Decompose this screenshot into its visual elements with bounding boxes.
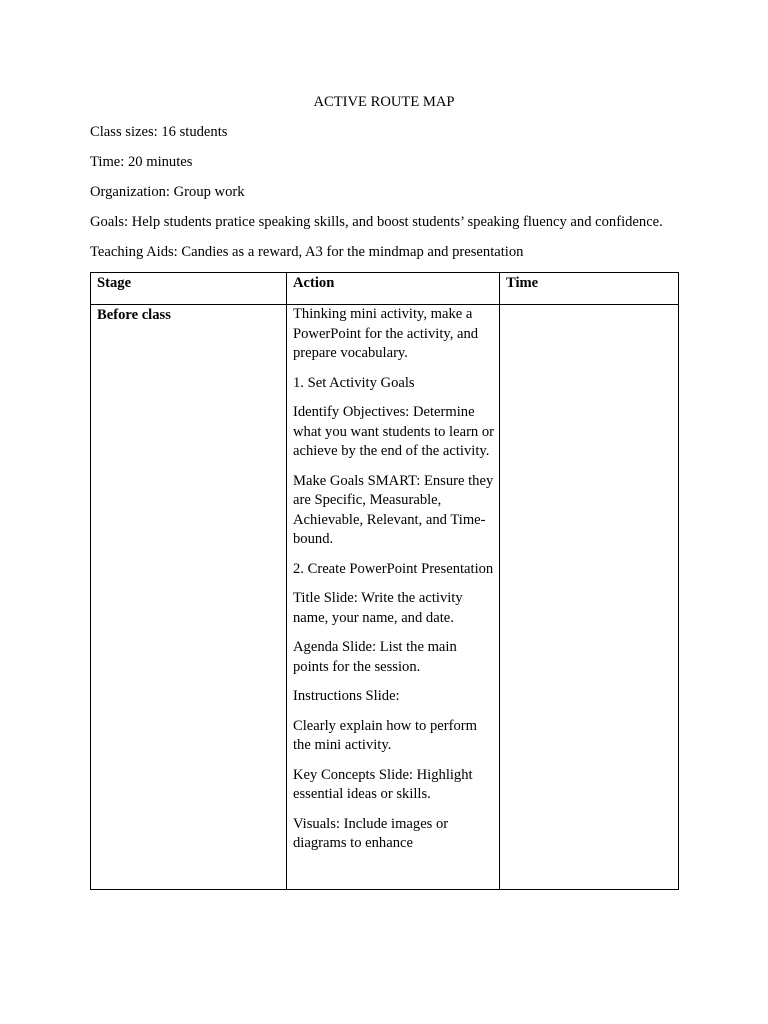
action-paragraph: Clearly explain how to perform the mini activity. <box>293 717 477 753</box>
teaching-aids-line: Teaching Aids: Candies as a reward, A3 for the mindmap and presentation <box>90 244 524 260</box>
document-page <box>90 93 678 890</box>
header-time: Time <box>500 273 679 305</box>
action-paragraph: Title Slide: Write the activity name, your name, and date. <box>293 590 463 626</box>
header-stage: Stage <box>91 273 287 305</box>
header-action: Action <box>287 273 500 305</box>
stage-cell: Before class <box>91 305 287 890</box>
action-paragraph: Key Concepts Slide: Highlight essential ideas or skills. <box>293 766 473 802</box>
route-table <box>90 272 679 890</box>
action-cell <box>287 305 500 890</box>
time-line: Time: 20 minutes <box>90 154 193 170</box>
action-paragraph: Identify Objectives: Determine what you want students to learn or achieve by the end of the activity. <box>293 404 495 459</box>
action-paragraph: Make Goals SMART: Ensure they are Specific, Measurable, Achievable, Relevant, and Time-bound. <box>293 472 494 547</box>
action-paragraph: Agenda Slide: List the main points for the session. <box>293 639 457 675</box>
document-title: ACTIVE ROUTE MAP <box>313 94 455 110</box>
table-row <box>91 305 679 890</box>
goals-line: Goals: Help students pratice speaking skills, and boost students’ speaking fluency and confidence. <box>90 214 663 230</box>
action-paragraph: Thinking mini activity, make a PowerPoint for the activity, and prepare vocabulary. <box>293 306 479 361</box>
class-size-line: Class sizes: 16 students <box>90 124 228 140</box>
table-header-row <box>91 273 679 305</box>
organization-line: Organization: Group work <box>90 184 245 200</box>
action-paragraph: Instructions Slide: <box>293 688 400 704</box>
action-paragraph: 1. Set Activity Goals <box>293 374 415 391</box>
time-cell <box>500 305 679 890</box>
action-paragraph: 2. Create PowerPoint Presentation <box>293 560 494 577</box>
action-paragraph: Visuals: Include images or diagrams to enhance <box>293 815 449 851</box>
